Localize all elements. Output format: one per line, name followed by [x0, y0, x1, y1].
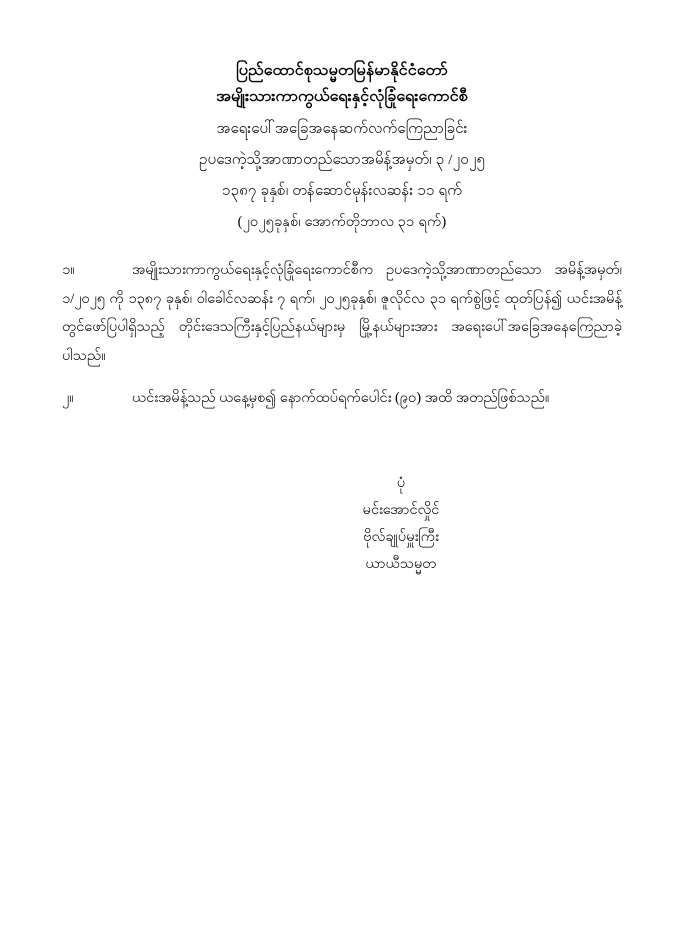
signature-sign-label: ပုံ [396, 475, 406, 492]
paragraph-1-marker: ၁။ [62, 262, 75, 279]
document-page [0, 58, 684, 929]
header-line-council: အမျိုးသားကာကွယ်ရေးနှင့်လုံခြုံရေးကောင်စီ [216, 87, 468, 105]
signature-title: ယာယီသမ္မတ [365, 556, 437, 573]
paragraph-2-text: ယင်းအမိန့်သည် ယနေ့မှစ၍ နောက်ထပ်ရက်ပေါင်း (၉၀) အထိ အတည်ဖြစ်သည်။ [132, 390, 550, 406]
header-line-subject: အရေးပေါ်အခြေအနေဆက်လက်ကြေညာခြင်း [216, 120, 468, 137]
header-line-country: ပြည်ထောင်စုသမ္မတမြန်မာနိုင်ငံတော် [236, 62, 448, 79]
paragraph-1-text: အမျိုးသားကာကွယ်ရေးနှင့်လုံခြုံရေးကောင်စီက ဥပဒေကဲ့သို့အာဏာတည်သော အမိန့်အမှတ်၊ ၁/၂၀၂၅ ကို ၁၃၈၇ ခုနှစ်၊ ဝါခေါင်လဆန်း ၇ ရက်၊ ၂၀၂၅ခုနှစ်၊ ဇူလိုင်လ ၃၁ ရက်စွဲဖြင့် ထုတ်ပြန်၍ ယင်းအမိန့်တွင်ဖော်ပြပါရှိသည့် တိုင်းဒေသကြီးနှင့်ပြည်နယ်များမှ မြို့နယ်များအား အရေးပေါ်အခြေအနေကြေညာခဲ့ပါသည်။ [62, 262, 622, 364]
header-line-date-gregorian: (၂၀၂၅ခုနှစ်၊ အောက်တိုဘာလ ၃၁ ရက်) [237, 213, 447, 230]
paragraph-2 [62, 384, 622, 412]
signature-name: မင်းအောင်လှိုင် [362, 502, 440, 519]
header-line-date-burmese: ၁၃၈၇ ခုနှစ်၊ တန်ဆောင်မုန်းလဆန်း ၁၁ ရက် [221, 183, 463, 200]
paragraph-1 [62, 256, 622, 370]
header-line-order-number: ဥပဒေကဲ့သို့အာဏာတည်သောအမိန့်အမှတ်၊ ၃ /၂၀၂၅ [198, 152, 486, 169]
document-body [62, 256, 622, 412]
signature-rank: ဗိုလ်ချုပ်မှူးကြီး [363, 529, 439, 546]
signature-block [62, 470, 622, 578]
document-header [62, 58, 622, 234]
paragraph-2-marker: ၂။ [62, 390, 74, 406]
